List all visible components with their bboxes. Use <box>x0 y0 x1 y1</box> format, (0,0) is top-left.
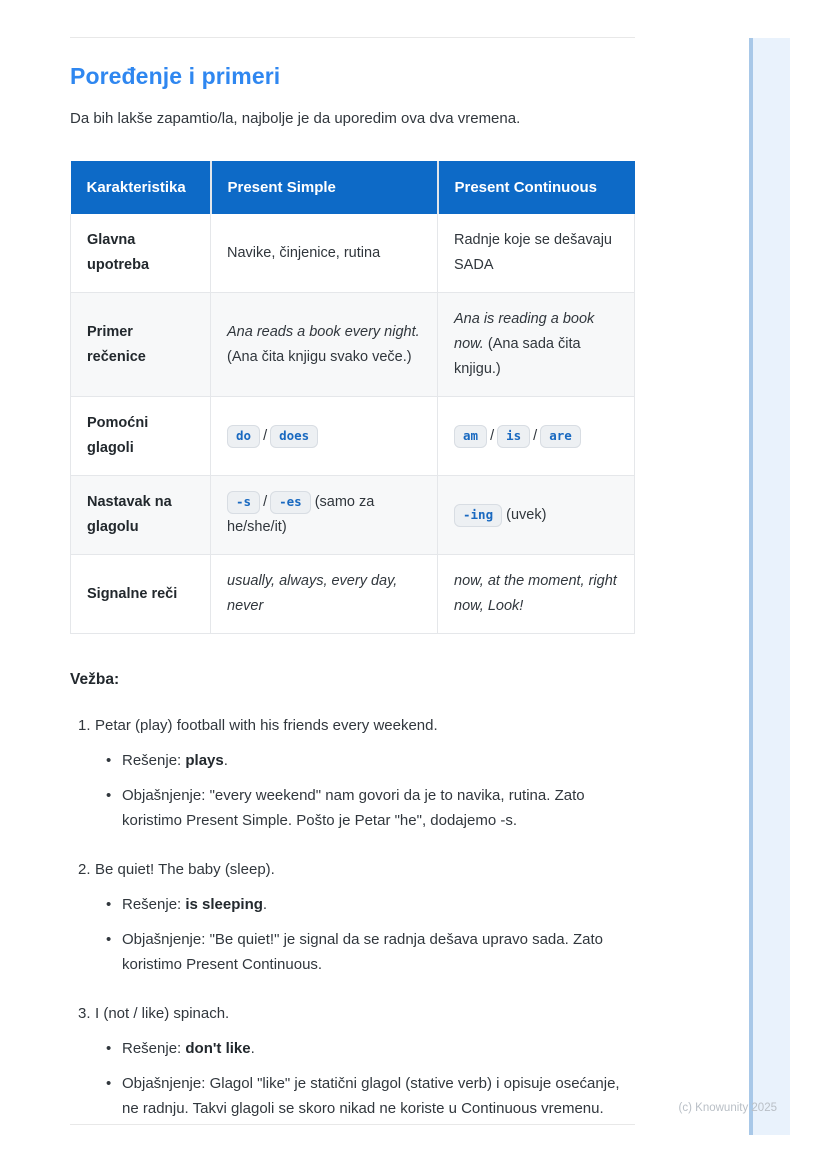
row-label: Nastavak na glagolu <box>71 476 211 555</box>
exercise-item-3 <box>70 1001 635 1121</box>
table-row-verb-ending <box>71 476 635 555</box>
row-label: Signalne reči <box>71 555 211 634</box>
header-cell-present-continuous: Present Continuous <box>438 161 635 214</box>
comparison-table <box>70 161 635 634</box>
solution-line: • Rešenje: plays. <box>70 748 635 773</box>
code-badge: is <box>497 425 530 448</box>
table-row-example <box>71 293 635 397</box>
list-number: 3. <box>78 1005 91 1022</box>
explanation-line: • Objašnjenje: "every weekend" nam govori da je to navika, rutina. Zato koristimo Present Simple. Pošto je Petar "he", dodajemo -s. <box>70 783 635 833</box>
row-label: Primer rečenice <box>71 293 211 397</box>
exercise-question: 2. Be quiet! The baby (sleep). <box>70 857 635 882</box>
cell-simple-signal-words: usually, always, every day, never <box>211 555 438 634</box>
footer-credit: (c) Knowunity 2025 <box>678 1102 777 1114</box>
cell-continuous-auxiliary: am / is / are <box>438 397 635 476</box>
cell-continuous-main-use: Radnje koje se dešavaju SADA <box>438 214 635 293</box>
cell-simple-main-use: Navike, činjenice, rutina <box>211 214 438 293</box>
code-badge: -s <box>227 491 260 514</box>
cell-simple-auxiliary: do / does <box>211 397 438 476</box>
exercise-question: 1. Petar (play) football with his friends every weekend. <box>70 713 635 738</box>
exercise-question: 3. I (not / like) spinach. <box>70 1001 635 1026</box>
table-row-signal-words <box>71 555 635 634</box>
exercise-item-1 <box>70 713 635 833</box>
row-label: Pomoćni glagoli <box>71 397 211 476</box>
cell-continuous-signal-words: now, at the moment, right now, Look! <box>438 555 635 634</box>
intro-paragraph: Da bih lakše zapamtio/la, najbolje je da uporedim ova dva vremena. <box>70 110 521 127</box>
list-number: 1. <box>78 717 91 734</box>
explanation-line: • Objašnjenje: Glagol "like" je statični glagol (stative verb) i opisuje osećanje, ne radnju. Takvi glagoli se skoro nikad ne koriste u Continuous vremenu. <box>70 1071 635 1121</box>
table-row-main-use <box>71 214 635 293</box>
header-cell-present-simple: Present Simple <box>211 161 438 214</box>
bottom-divider <box>70 1124 635 1125</box>
code-badge: -ing <box>454 504 502 527</box>
code-badge: are <box>540 425 581 448</box>
exercise-title: Vežba: <box>70 671 120 688</box>
cell-simple-example: Ana reads a book every night. (Ana čita knjigu svako veče.) <box>211 293 438 397</box>
code-badge: am <box>454 425 487 448</box>
document-page <box>70 0 635 1121</box>
code-badge: -es <box>270 491 311 514</box>
solution-line: • Rešenje: don't like. <box>70 1036 635 1061</box>
code-badge: do <box>227 425 260 448</box>
page-title: Poređenje i primeri <box>70 63 281 89</box>
code-badge: does <box>270 425 318 448</box>
header-cell-characteristic: Karakteristika <box>71 161 211 214</box>
explanation-line: • Objašnjenje: "Be quiet!" je signal da se radnja dešava upravo sada. Zato koristimo Present Continuous. <box>70 927 635 977</box>
cell-continuous-ending: -ing (uvek) <box>438 476 635 555</box>
exercise-item-2 <box>70 857 635 977</box>
cell-continuous-example: Ana is reading a book now. (Ana sada čita knjigu.) <box>438 293 635 397</box>
table-row-auxiliary-verbs <box>71 397 635 476</box>
top-divider <box>70 37 635 38</box>
table-header <box>71 161 635 214</box>
row-label: Glavna upotreba <box>71 214 211 293</box>
list-number: 2. <box>78 861 91 878</box>
cell-simple-ending: -s / -es (samo za he/she/it) <box>211 476 438 555</box>
right-accent-bar <box>749 38 790 1135</box>
solution-line: • Rešenje: is sleeping. <box>70 892 635 917</box>
